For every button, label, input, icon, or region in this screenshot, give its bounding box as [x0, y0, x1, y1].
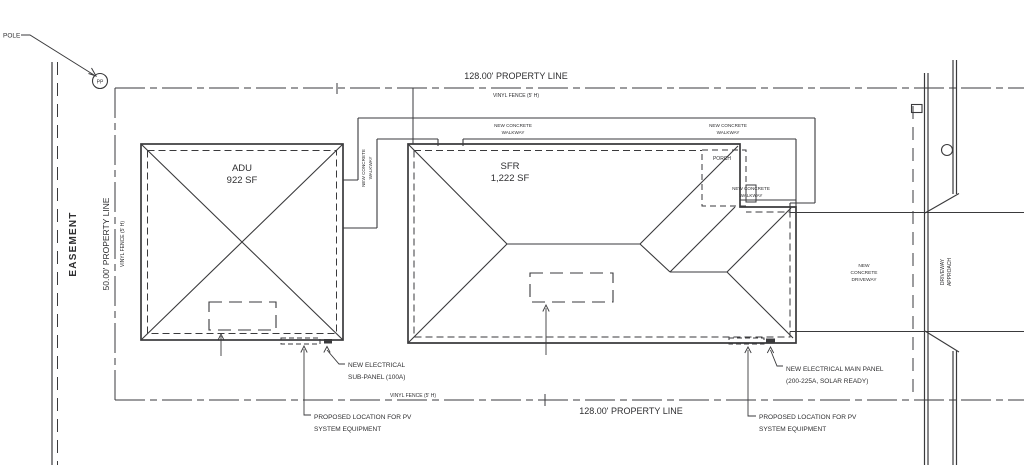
adu-name-label: ADU [231, 163, 253, 174]
driveway-label-line2: CONCRETE [850, 271, 878, 276]
pv-left-annotation [314, 414, 412, 433]
left-property-line-label: 50.00' PROPERTY LINE [101, 197, 111, 291]
curb-line [925, 73, 929, 465]
walkway-label-line1: NEW CONCRETE [494, 123, 532, 128]
pv-right-label-line1: PROPOSED LOCATION FOR PV [759, 414, 857, 421]
walkway-label-line2: WALKWAY [368, 156, 373, 180]
sfr-area-label: 1,222 SF [490, 173, 530, 184]
pv-right-annotation [759, 414, 857, 433]
left-fence-label-group [120, 221, 126, 267]
pv-left-label-line2: SYSTEM EQUIPMENT [314, 426, 382, 433]
walkway-label-line1: NEW CONCRETE [361, 149, 366, 187]
main-panel-label-line1: NEW ELECTRICAL MAIN PANEL [786, 366, 884, 373]
top-property-line-label: 128.00' PROPERTY LINE [464, 71, 568, 81]
walkway-label-between-buildings [361, 149, 373, 187]
sub-panel-arrow-icon [324, 347, 330, 353]
driveway-label-line1: NEW [858, 264, 870, 269]
adu-area-label: 922 SF [226, 175, 258, 186]
approach-label-line1: DRIVEWAY [940, 258, 946, 286]
bottom-fence-label: VINYL FENCE (5' H) [389, 393, 437, 399]
walkway-label-front-right [709, 123, 747, 135]
adu-sub-panel [324, 339, 332, 344]
walkway-label-porch-side [732, 186, 770, 198]
utility-symbol-icon [942, 145, 953, 156]
easement-label-group [68, 211, 79, 276]
driveway-street-lines [790, 60, 1024, 465]
sfr-equipment-zone [530, 273, 613, 302]
driveway-edges [790, 213, 1024, 332]
annotation-leaders [301, 346, 783, 416]
sfr-name-label: SFR [500, 161, 520, 172]
sfr-building [408, 144, 796, 355]
porch-label: PORCH [712, 156, 732, 162]
main-panel-label-line2: (200-225A, SOLAR READY) [786, 378, 869, 385]
top-fence-label: VINYL FENCE (5' H) [492, 93, 540, 99]
pole-symbol-label: PP [96, 79, 104, 86]
sub-panel-label-line1: NEW ELECTRICAL [348, 362, 406, 369]
sidewalk-line [953, 60, 957, 465]
pole-label: POLE [3, 32, 21, 40]
left-property-line-label-group [101, 197, 111, 290]
pole-callout [21, 35, 108, 89]
driveway-label [851, 263, 878, 283]
walkway-label-front-left [494, 123, 532, 135]
walkway-label-line1: NEW CONCRETE [732, 186, 770, 191]
adu-equipment-zone [209, 302, 276, 330]
sfr-main-panel [766, 339, 775, 344]
pv-right-label-line2: SYSTEM EQUIPMENT [759, 426, 827, 433]
main-panel-annotation [786, 366, 884, 385]
walkway-label-line2: WALKWAY [501, 130, 525, 135]
approach-label [940, 258, 953, 286]
walkway-label-line2: WALKWAY [739, 193, 763, 198]
easement-lines [52, 62, 58, 465]
sub-panel-annotation [348, 362, 405, 381]
left-fence-label: VINYL FENCE (5' H) [120, 220, 126, 268]
sub-panel-label-line2: SUB-PANEL (100A) [348, 374, 406, 381]
driveway-label-line3: DRIVEWAY [851, 278, 877, 283]
bottom-property-line-label: 128.00' PROPERTY LINE [579, 406, 683, 416]
adu-pv-strip [281, 338, 320, 344]
sfr-hip-roof-lines [408, 144, 793, 343]
walkway-label-line2: WALKWAY [716, 130, 740, 135]
easement-label: EASEMENT [68, 211, 79, 277]
approach-label-line2: APPROACH [947, 257, 953, 287]
pv-left-label-line1: PROPOSED LOCATION FOR PV [314, 414, 412, 421]
walkway-label-line1: NEW CONCRETE [709, 123, 747, 128]
